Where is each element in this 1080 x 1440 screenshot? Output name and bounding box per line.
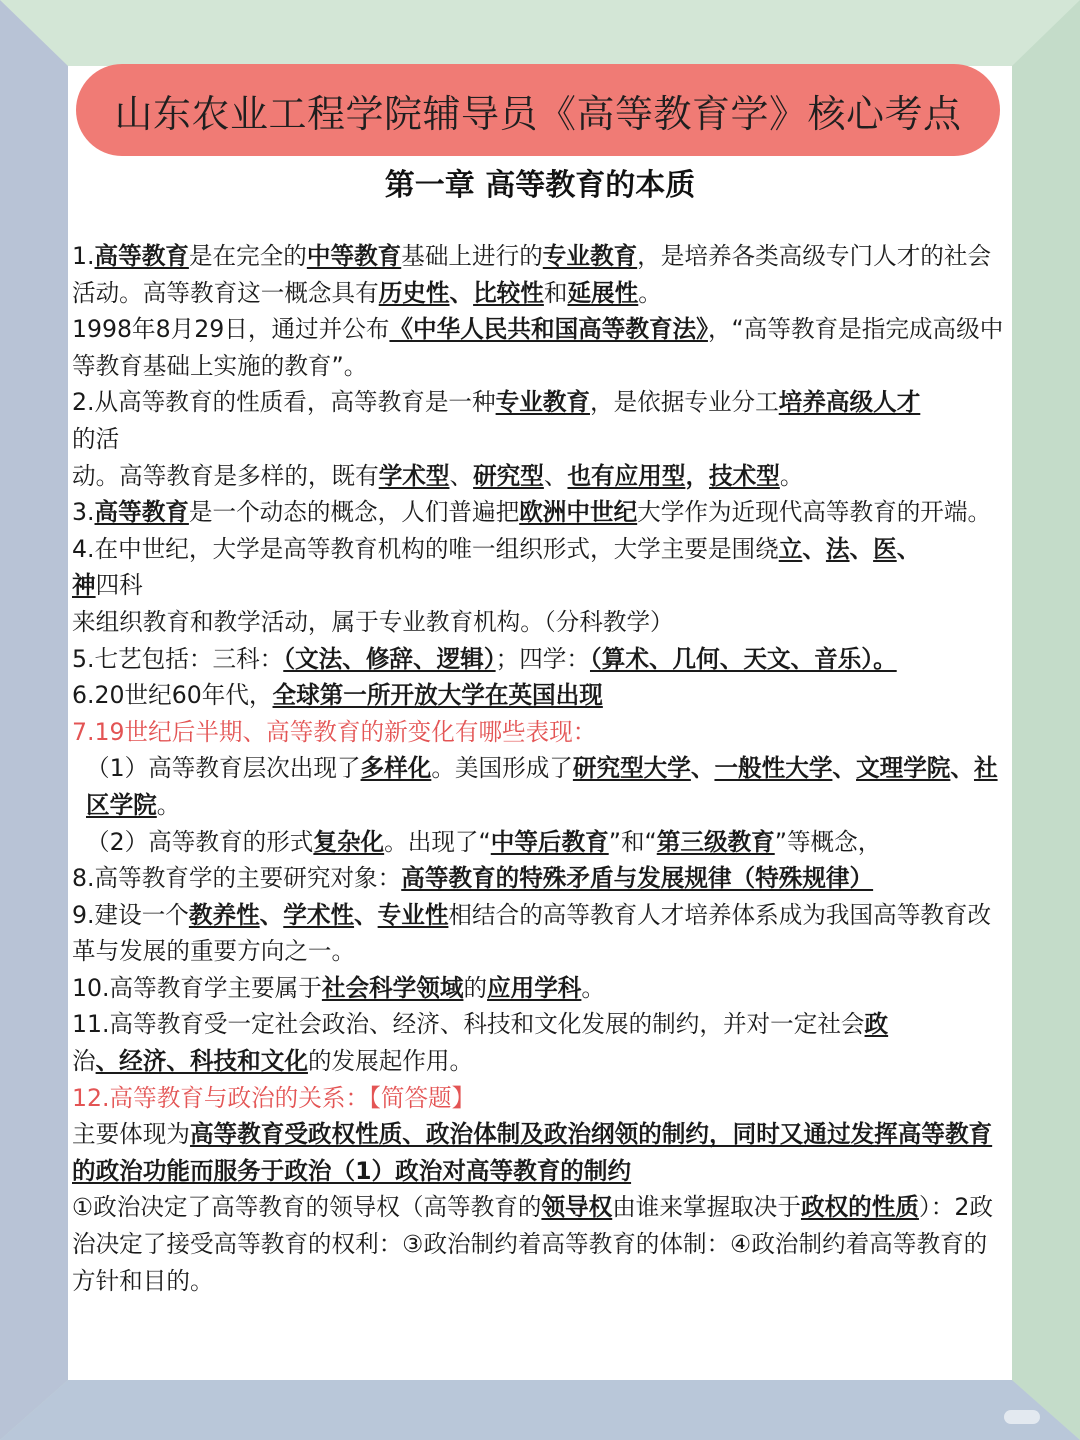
text-run: 3. — [72, 498, 95, 527]
text-run: 是在完全的 — [188, 242, 307, 270]
text-run: ）：2政治决定了接受高等教育的权利：③政治制约着高等教育的体制：④政治制约着高等教育的方针和目的。 — [72, 1193, 993, 1295]
text-run: 的活 — [72, 424, 120, 453]
point-12-heading: 12.高等教育与政治的关系：【简答题】 — [72, 1083, 476, 1112]
key-term — [543, 242, 637, 270]
text-run: 、 — [690, 754, 715, 783]
key-term — [283, 901, 354, 929]
key-term: 比较性 — [473, 278, 544, 307]
key-term — [856, 754, 950, 782]
text-run: ， — [685, 461, 710, 490]
text-run: 8.高等教育学的主要研究对象： — [72, 864, 402, 893]
point-10 — [72, 970, 1010, 1007]
notes-body — [72, 238, 1010, 1299]
key-term — [96, 1047, 308, 1075]
key-term: 领导权 — [541, 1193, 613, 1222]
key-term: 、经济、科技和文化 — [95, 1047, 308, 1076]
key-term — [714, 754, 832, 782]
key-term — [590, 645, 897, 673]
point-7-heading: 7.19世纪后半期、高等教育的新变化有哪些表现： — [72, 717, 597, 746]
key-term — [473, 462, 544, 490]
key-term: （文法、修辞、逻辑） — [283, 644, 496, 673]
key-term: 医 — [873, 534, 897, 563]
point-11 — [72, 1006, 1010, 1079]
text-run: 1. — [72, 242, 95, 270]
key-term — [826, 535, 850, 563]
key-term: 社区学院 — [86, 754, 998, 819]
text-run: ；四学： — [495, 644, 590, 673]
text-run: 。出现了“ — [384, 827, 491, 856]
key-term: 高等教育的特殊矛盾与发展规律（特殊规律） — [401, 864, 874, 893]
point-2 — [72, 384, 1010, 494]
point-7-item-2 — [72, 824, 1010, 861]
key-term: 复杂化 — [313, 827, 385, 856]
chapter-heading: 第一章 高等教育的本质 — [384, 168, 696, 203]
key-term — [487, 974, 581, 1002]
key-term — [491, 828, 609, 856]
text-run: 5.七艺包括：三科： — [72, 644, 284, 673]
key-term — [95, 242, 189, 270]
text-run: 、 — [449, 278, 474, 307]
text-run: ，是依据专业分工 — [589, 388, 779, 417]
text-run: 。 — [779, 461, 804, 490]
point-9 — [72, 897, 1010, 970]
text-run: 。 — [638, 278, 662, 307]
text-run: （2）高等教育的形式 — [86, 827, 314, 856]
text-run: （1）高等教育层次出现了 — [86, 754, 361, 783]
key-term — [72, 571, 96, 599]
key-term: 立 — [778, 534, 803, 563]
key-term: 欧洲中世纪 — [519, 498, 638, 527]
key-term — [95, 498, 189, 526]
key-term: 专业教育 — [542, 242, 638, 270]
point-12-answer — [72, 1116, 1010, 1189]
text-run: 四科 — [95, 571, 143, 600]
key-term — [378, 901, 449, 929]
text-run: 相结合的高等教育人才培养体系成为我国高等教育改革与发展的重要方向之一。 — [72, 900, 992, 966]
key-term: 学术型 — [378, 461, 450, 490]
key-term — [401, 864, 873, 892]
text-run: 、 — [849, 534, 874, 563]
point-7-item-1 — [72, 750, 1010, 823]
text-run: 。 — [581, 973, 605, 1002]
key-term — [496, 388, 590, 416]
page-title: 山东农业工程学院辅导员《高等教育学》核心考点 — [114, 91, 962, 136]
key-term: 高等教育受政权性质、政治体制及政治纲领的制约，同时又通过发挥高等教育的政治功能而服务于政治（1）政治对高等教育的制约 — [72, 1120, 993, 1185]
key-term — [322, 974, 464, 1002]
key-term — [189, 901, 260, 929]
key-term — [657, 828, 775, 856]
text-run: 的 — [463, 973, 488, 1002]
text-run: ，是培养各类高级专门人才的社会活动。高等教育这一概念具有 — [72, 242, 992, 307]
key-term: 《中华人民共和国高等教育法》 — [389, 315, 708, 344]
frame-top — [0, 0, 1080, 66]
text-run: 11.高等教育受一定社会政治、经济、科技和文化发展的制约，并对一定社会 — [72, 1010, 865, 1039]
title-banner — [76, 64, 1000, 156]
key-term — [865, 1010, 889, 1038]
key-term — [519, 498, 637, 526]
frame-bottom — [0, 1380, 1080, 1440]
key-term: （算术、几何、天文、音乐）。 — [589, 644, 897, 673]
key-term — [567, 279, 638, 307]
key-term: 教养性 — [188, 900, 260, 929]
text-run: 6.20世纪60年代， — [72, 681, 273, 710]
text-run: 动。高等教育是多样的，既有 — [72, 461, 379, 490]
key-term — [573, 754, 691, 782]
text-run: 。美国形成了 — [431, 754, 573, 783]
key-term: 政权的性质 — [800, 1193, 919, 1222]
key-term: 文理学院 — [856, 754, 951, 783]
text-run: 治 — [72, 1047, 96, 1076]
key-term: 法 — [825, 534, 850, 563]
key-term: 应用学科 — [487, 973, 582, 1002]
key-term: 研究型大学 — [572, 754, 691, 783]
point-8 — [72, 860, 1010, 897]
key-term: 中等后教育 — [490, 827, 609, 856]
key-term: 延展性 — [567, 278, 639, 307]
text-run: ”等概念， — [774, 827, 882, 856]
key-term — [273, 681, 603, 709]
text-run: 的发展起作用。 — [307, 1047, 474, 1076]
key-term: 全球第一所开放大学在英国出现 — [272, 681, 603, 710]
text-run: 是一个动态的概念，人们普遍把 — [188, 498, 520, 527]
point-12-detail — [72, 1189, 1010, 1299]
key-term — [307, 242, 401, 270]
key-term: 社会科学领域 — [321, 973, 464, 1002]
key-term — [779, 535, 803, 563]
key-term: 政 — [864, 1010, 889, 1039]
text-run: 、 — [950, 754, 974, 783]
text-run: ①政治决定了高等教育的领导权（高等教育的 — [72, 1193, 542, 1222]
key-term: 专业性 — [377, 900, 449, 929]
key-term: 一般性大学 — [714, 754, 833, 783]
point-6 — [72, 677, 1010, 714]
point-5 — [72, 641, 1010, 678]
key-term — [473, 279, 544, 307]
point-4 — [72, 531, 1010, 641]
text-run: 。 — [156, 790, 181, 819]
key-term — [72, 1120, 992, 1185]
law-1998 — [72, 311, 1010, 384]
key-term — [801, 1193, 919, 1221]
key-term — [567, 462, 685, 490]
text-run: ”和“ — [608, 827, 657, 856]
key-term: 也有应用型 — [567, 461, 686, 490]
key-term — [541, 1193, 612, 1221]
key-term — [389, 315, 708, 343]
key-term: 学术性 — [283, 900, 355, 929]
frame-right — [1012, 0, 1080, 1440]
text-run: ，“高等教育是指完成高级中等教育基础上实施的教育”。 — [72, 315, 1004, 380]
key-term — [313, 828, 384, 856]
key-term: 第三级教育 — [656, 827, 775, 856]
key-term: 神 — [72, 571, 96, 600]
text-run: 1998年8月29日，通过并公布 — [72, 315, 390, 344]
key-term — [779, 388, 921, 416]
key-term: 技术型 — [709, 461, 780, 490]
key-term: 历史性 — [378, 278, 450, 307]
key-term: 研究型 — [473, 461, 544, 490]
text-run: 和 — [543, 278, 568, 307]
text-run: 来组织教育和教学活动，属于专业教育机构。（分科教学） — [72, 607, 674, 636]
text-run: 主要体现为 — [72, 1120, 190, 1149]
key-term — [873, 535, 897, 563]
text-run: 9.建设一个 — [72, 900, 189, 929]
text-run: 2.从高等教育的性质看，高等教育是一种 — [72, 388, 496, 417]
text-run: 、 — [449, 461, 474, 490]
text-run: 、 — [832, 754, 857, 783]
text-run: 由谁来掌握取决于 — [612, 1193, 801, 1222]
point-3 — [72, 494, 1010, 531]
text-run: 4.在中世纪，大学是高等教育机构的唯一组织形式，大学主要是围绕 — [72, 534, 779, 563]
key-term — [379, 279, 450, 307]
key-term: 高等教育 — [94, 242, 189, 270]
text-run: 大学作为近现代高等教育的开端。 — [637, 498, 992, 527]
key-term: 高等教育 — [94, 498, 189, 527]
key-term — [709, 462, 780, 490]
text-run: 、 — [259, 900, 284, 929]
key-term — [379, 462, 450, 490]
frame-left — [0, 0, 68, 1440]
key-term: 培养高级人才 — [778, 388, 921, 417]
key-term — [283, 645, 495, 673]
point-1 — [72, 238, 1010, 311]
key-term — [361, 754, 432, 782]
text-run: 、 — [354, 900, 378, 929]
text-run: 、 — [896, 534, 921, 563]
text-run: 、 — [802, 534, 826, 563]
text-run: 基础上进行的 — [401, 242, 543, 270]
key-term: 多样化 — [360, 754, 432, 783]
key-term: 中等教育 — [306, 242, 402, 270]
key-term: 专业教育 — [495, 388, 590, 417]
watermark-logo — [1004, 1410, 1040, 1424]
text-run: 10.高等教育学主要属于 — [72, 973, 322, 1002]
text-run: 、 — [543, 461, 568, 490]
